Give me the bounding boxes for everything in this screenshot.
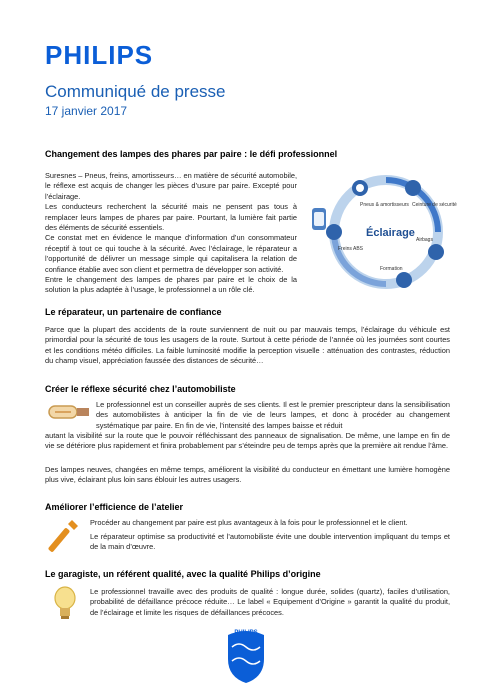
seatbelt-icon [405, 180, 421, 196]
section-text: Des lampes neuves, changées en même temps, améliorent la visibilité du conducteur en émettant une lumière homogène plus vive, éclairant plus loin sans éblouir les autres usagers. [45, 465, 450, 485]
diagram-center-label: Éclairage [366, 227, 415, 239]
section-text: Le réparateur optimise sa productivité et l’automobiliste évite une double intervention impliquant du temps et de la main d’œuvre. [90, 532, 450, 552]
section-heading: Le garagiste, un référent qualité, avec la qualité Philips d’origine [45, 569, 321, 579]
diagram-label: Airbags [416, 237, 433, 243]
section-text: autant la visibilité sur la route que le pouvoir réfléchissant des panneaux de signalisation. De même, une lampe en fin de vie se détériore plus rapidement et finira probablement par s’éteindre peu de temps après que la première ait rendue l’âme. [45, 431, 450, 451]
section-text: Le professionnel est un conseiller auprès de ses clients. Il est le premier prescripteur dans la sensibilisation des automobilistes à anticiper la fin de vie de leurs lampes, et donc à procéder au changement systématique par paire. En fin de vie, l’intensité des lampes baisse et réduit [96, 400, 450, 430]
tyre-icon [356, 184, 364, 192]
diagram-label: Formation [380, 266, 403, 272]
intro-block [45, 171, 297, 296]
release-date: 17 janvier 2017 [45, 104, 128, 118]
section-heading: Améliorer l’efficience de l’atelier [45, 502, 184, 512]
diagram-label: Ceinture de sécurité [412, 202, 457, 208]
diagram-label: Pneus & amortisseurs [360, 202, 409, 208]
headlight-bulb-icon [47, 398, 93, 428]
section-text: Parce que la plupart des accidents de la route surviennent de nuit ou par mauvais temps, l’éclairage du véhicule est primordial pour la sécurité de tous les usagers de la route. Surtout à cette période de l’année où les journées sont courtes et les conditions météo difficiles. La faible luminosité modifie la perception visuelle : atténuation des contrastes, réduction du champ visuel, appréciation faussée des distances de sécurité… [45, 325, 450, 366]
philips-shield-logo [224, 625, 268, 685]
brake-icon [326, 224, 342, 240]
airbag-icon [428, 244, 444, 260]
safety-diagram [308, 166, 458, 296]
wrench-icon [48, 516, 82, 556]
training-icon [396, 272, 412, 288]
lamp-bulb-icon [48, 584, 82, 622]
footer-logo-text: PHILIPS [234, 630, 258, 636]
intro-paragraph: Ce constat met en évidence le manque d’information d’un consommateur réceptif à tout ce qui touche à la sécurité. Avec l’éclairage, le réparateur a l’opportunité de délivrer un message simple qui capitalisera la relation de confiance établie avec son client et permettra de développer son activité. [45, 233, 297, 274]
section-heading: Le réparateur, un partenaire de confiance [45, 307, 222, 317]
intro-paragraph: Les conducteurs recherchent la sécurité mais ne pensent pas tous à remplacer leurs lampes de phares par paire. Pourtant, la lumière fait partie des éléments de sécurité essentiels. [45, 202, 297, 233]
page-title: Communiqué de presse [45, 82, 226, 101]
intro-paragraph: Entre le changement des lampes de phares par paire et le choix de la solution la plus adaptée à l’usage, le professionnel a un rôle clé. [45, 275, 297, 295]
headline: Changement des lampes des phares par paire : le défi professionnel [45, 149, 338, 159]
section-heading: Créer le réflexe sécurité chez l’automobiliste [45, 384, 236, 394]
diagram-label: Freins ABS [338, 246, 364, 252]
section-text: Procéder au changement par paire est plus avantageux à la fois pour le professionnel et le client. [90, 518, 408, 527]
intro-paragraph: Suresnes – Pneus, freins, amortisseurs… en matière de sécurité automobile, le réflexe est acquis de changer les pièces d’usure par paire. Excepté pour l’éclairage. [45, 171, 297, 201]
lamp-icon [314, 212, 324, 226]
philips-logo: PHILIPS [45, 40, 154, 70]
section-text: Le professionnel travaille avec des produits de qualité : longue durée, solides (quartz), faciles d’utilisation, probabilité de défaillance précoce réduite… Le label « Equipement d’Origine » garantit la qualité du produit, de l’éclairage et limite les risques de défaillances précoces. [90, 587, 450, 617]
